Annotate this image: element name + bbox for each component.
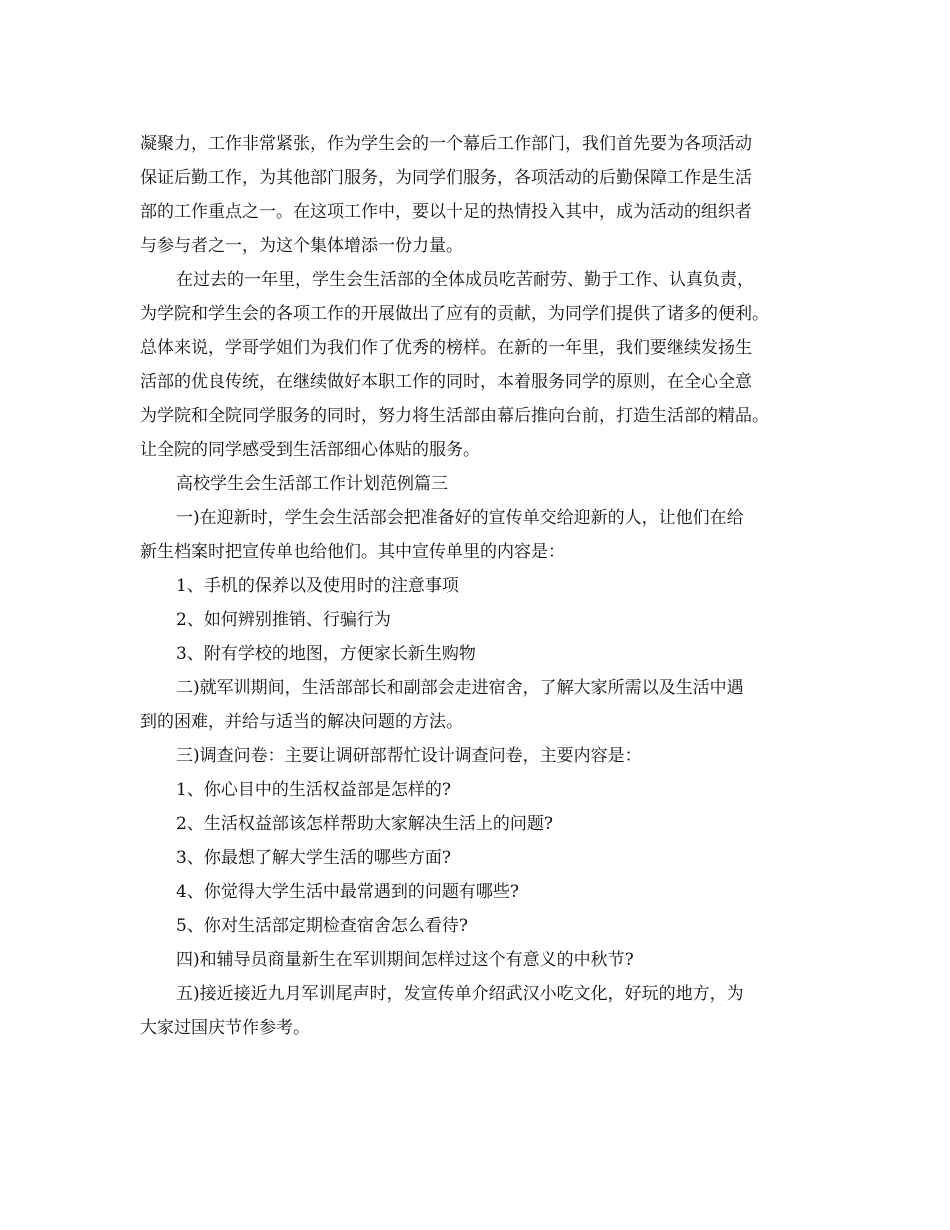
text-line: 与参与者之一，为这个集体增添一份力量。	[140, 236, 463, 256]
document-body	[140, 127, 820, 1045]
text-line: 三)调查问卷：主要让调研部帮忙设计调查问卷，主要内容是：	[176, 746, 642, 766]
text-line: 新生档案时把宣传单也给他们。其中宣传单里的内容是：	[140, 542, 565, 562]
text-line: 四)和辅导员商量新生在军训期间怎样过这个有意义的中秋节?	[176, 950, 634, 970]
text-line: 5、你对生活部定期检查宿舍怎么看待?	[176, 916, 468, 936]
text-line: 活部的优良传统，在继续做好本职工作的同时，本着服务同学的原则，在全心全意	[140, 372, 752, 392]
text-line: 大家过国庆节作参考。	[140, 1018, 310, 1038]
text-line: 为学院和学生会的各项工作的开展做出了应有的贡献，为同学们提供了诸多的便利。	[140, 304, 769, 324]
text-line: 保证后勤工作，为其他部门服务，为同学们服务，各项活动的后勤保障工作是生活	[140, 168, 752, 188]
text-line: 一)在迎新时，学生会生活部会把准备好的宣传单交给迎新的人，让他们在给	[176, 508, 744, 528]
text-line: 五)接近接近九月军训尾声时，发宣传单介绍武汉小吃文化，好玩的地方，为	[176, 984, 744, 1004]
text-line: 3、附有学校的地图，方便家长新生购物	[176, 644, 476, 664]
text-line: 高校学生会生活部工作计划范例篇三	[176, 474, 448, 494]
text-line: 让全院的同学感受到生活部细心体贴的服务。	[140, 440, 480, 460]
text-line: 到的困难，并给与适当的解决问题的方法。	[140, 712, 463, 732]
text-line: 在过去的一年里，学生会生活部的全体成员吃苦耐劳、勤于工作、认真负责，	[176, 270, 754, 290]
text-line: 总体来说，学哥学姐们为我们作了优秀的榜样。在新的一年里，我们要继续发扬生	[140, 338, 752, 358]
text-line: 2、如何辨别推销、行骗行为	[176, 610, 391, 630]
text-line: 二)就军训期间，生活部部长和副部会走进宿舍，了解大家所需以及生活中遇	[176, 678, 744, 698]
text-line: 1、手机的保养以及使用时的注意事项	[176, 576, 459, 596]
text-line: 凝聚力，工作非常紧张，作为学生会的一个幕后工作部门，我们首先要为各项活动	[140, 134, 752, 154]
text-line: 为学院和全院同学服务的同时，努力将生活部由幕后推向台前，打造生活部的精品。	[140, 406, 769, 426]
text-line: 4、你觉得大学生活中最常遇到的问题有哪些?	[176, 882, 519, 902]
text-line: 1、你心目中的生活权益部是怎样的?	[176, 780, 451, 800]
text-line: 2、生活权益部该怎样帮助大家解决生活上的问题?	[176, 814, 553, 834]
text-line: 部的工作重点之一。在这项工作中，要以十足的热情投入其中，成为活动的组织者	[140, 202, 752, 222]
text-line: 3、你最想了解大学生活的哪些方面?	[176, 848, 451, 868]
